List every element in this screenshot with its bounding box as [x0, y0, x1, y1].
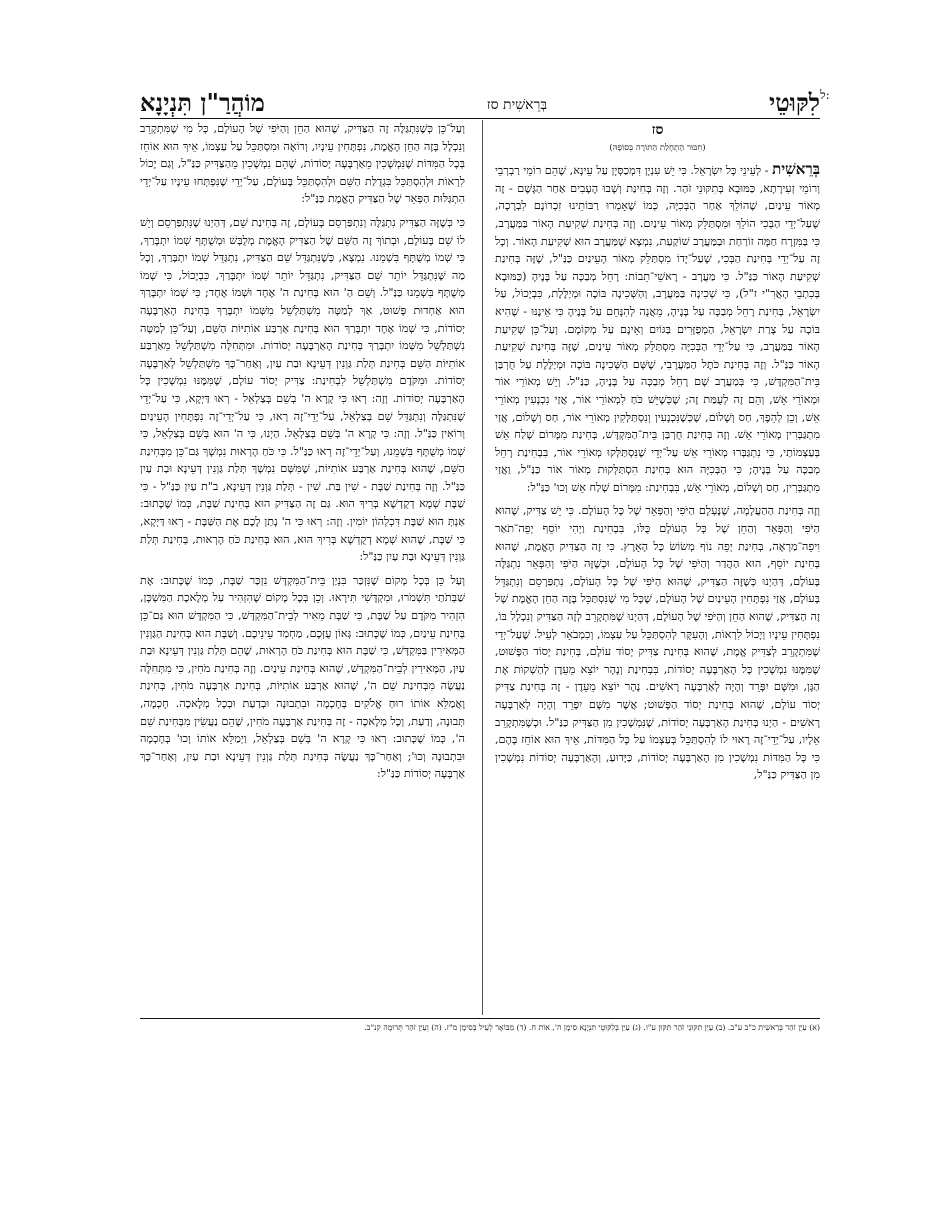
siman-number: סז: [651, 122, 664, 138]
paragraph-text: - לְעֵינֵי כָּל יִשְׂרָאֵל. כִּי יֵשׁ עִנְיָן דִּמְכַסְּיָן עַל עֵינָא, שֶׁהֵם רוֹמֵי רַבְרְבֵי וְרוֹמֵי זְעִירָתָא, כַּמּוּבָא בְּתִקּוּנֵי זֹהַר. וְזֶה בְּחִינַת וְשָׁבוּ הֶעָבִים אַחַר הַגָּשֶׁם - זֶה מְאוֹר עֵינַיִם, שֶׁהוֹלֵךְ אַחַר הַבְּכִיָּה, כְּמוֹ שֶׁאָמְרוּ רַבּוֹתֵינוּ זִכְרוֹנָם לִבְרָכָה, שֶׁעַל־יְדֵי הַבְּכִי הוֹלֵךְ וּמִסְתַּלֵּק מְאוֹר עֵינַיִם. וְזֶה בְּחִינַת שְׁקִיעַת הָאוֹר בַּמַּעֲרָב, כִּי בַּמִּזְרָח חַמָּה זוֹרַחַת וּבַמַּעֲרָב שׁוֹקַעַת, נִמְצָא שֶׁמַּעֲרָב הוּא שְׁקִיעַת הָאוֹר. וְכָל זֶה עַל־יְדֵי בְּחִינַת הַבְּכִי, שֶׁעַל־יָדוֹ מִסְתַּלֵּק מְאוֹר הָעֵינַיִם כַּנַּ"ל, שֶׁזֶּה בְּחִינַת שְׁקִיעַת הָאוֹר כַּנַּ"ל. כִּי מַעֲרָב - רָאשֵׁי־תֵבוֹת: רָחֵל מְבַכָּה עַל בָּנֶיהָ (כַּמּוּבָא בְּכִתְבֵי הָאֲרִ"י ז"ל), כִּי שְׁכִינָה בַּמַּעֲרָב, וְהַשְּׁכִינָה בּוֹכָה וּמְיַלֶּלֶת, כִּבְיָכוֹל, עַל יִשְׂרָאֵל, בְּחִינַת רָחֵל מְבַכָּה עַל בָּנֶיהָ, מֵאֲנָה לְהִנָּחֵם עַל בָּנֶיהָ כִּי אֵינֶנּוּ - שֶׁהִיא בּוֹכָה עַל צָרַת יִשְׂרָאֵל, הַמְפֻזָּרִים בַּגּוֹיִם וְאֵינָם עַל מְקוֹמָם. וְעַל־כֵּן שְׁקִיעַת הָאוֹר בַּמַּעֲרָב, כִּי עַל־יְדֵי הַבְּכִיָּה מִסְתַּלֵּק מְאוֹר עֵינַיִם, שֶׁזֶּה בְּחִינַת שְׁקִיעַת הָאוֹר כַּנַּ"ל. וְזֶה בְּחִינַת כֹּתֶל הַמַּעֲרָבִי, שֶׁשָּׁם הַשְּׁכִינָה בּוֹכָה וּמְיַלֶּלֶת עַל חֻרְבַּן בֵּית־הַמִּקְדָּשׁ, כִּי בְּמַעֲרָב שָׁם רָחֵל מְבַכָּה עַל בָּנֶיהָ, כַּנַּ"ל. וְיֵשׁ מְאוֹרֵי אוֹר וּמְאוֹרֵי אֵשׁ, וְהֵם זֶה לְעֻמַּת זֶה; שֶׁכְּשֶׁיֵּשׁ כֹּחַ לִמְאוֹרֵי אוֹר, אֲזַי נִכְנָעִין מְאוֹרֵי אֵשׁ, וְכֵן לְהֵפֶךְ, חַס וְשָׁלוֹם, שֶׁכְּשֶׁנִּכְנָעִין וְנִסְתַּלְּקִין מְאוֹרֵי אוֹר, חַס וְשָׁלוֹם, אֲזַי מִתְגַּבְּרִין מְאוֹרֵי אֵשׁ. וְזֶה בְּחִינַת חֻרְבַּן בֵּית־הַמִּקְדָּשׁ, בְּחִינַת מִמָּרוֹם שָׁלַח אֵשׁ בְּעַצְמוֹתַי, כִּי נִתְגַּבְּרוּ מְאוֹרֵי אֵשׁ עַל־יְדֵי שֶׁנִּסְתַּלְּקוּ מְאוֹרֵי אוֹר, בִּבְחִינַת רָחֵל מְבַכָּה עַל בָּנֶיהָ; כִּי הַבְּכִיָּה הוּא בְּחִינַת הִסְתַּלְּקוּת מְאוֹר אוֹר כַּנַּ"ל, וַאֲזַי מִתְגַּבְּרִין, חַס וְשָׁלוֹם, מְאוֹרֵי אֵשׁ, בִּבְחִינַת: מִמָּרוֹם שָׁלַח אֵשׁ וְכוּ' כַּנַּ"ל:: [495, 164, 820, 494]
folio-number: ל:: [820, 88, 830, 102]
book-title-left: מוֹהֲרַ"ן תִּנְיָנָא: [140, 88, 265, 117]
paragraph: וְעַל כֵּן בְּכָל מָקוֹם שֶׁנִּזְכַּר בִּנְיַן בֵּית־הַמִּקְדָּשׁ נִזְכַּר שַׁבָּת, כְּמוֹ שֶׁכָּתוּב: אֶת שַׁבְּתֹתַי תִּשְׁמֹרוּ, וּמִקְדָּשִׁי תִּירָאוּ. וְכֵן בְּכָל מָקוֹם שֶׁהִזְהִיר עַל מְלֶאכֶת הַמִּשְׁכָּן, הִזְהִיר מִקֹּדֶם עַל שַׁבָּת, כִּי שַׁבָּת מֵאִיר לְבֵית־הַמִּקְדָּשׁ, כִּי הַמִּקְדָּשׁ הוּא גַּם־כֵּן בְּחִינַת עֵינַיִם, כְּמוֹ שֶׁכָּתוּב: גְּאוֹן עֻזְּכֶם, מַחְמַד עֵינֵיכֶם. וְשַׁבָּת הוּא בְּחִינַת הַגַּוְנִין הַמְּאִירִין בַּמִּקְדָּשׁ, כִּי שַׁבָּת הוּא בְּחִינַת כֹּחַ הָרְאוּת, שֶׁהֵם תְּלַת גַּוְנִין דְּעֵינָא וּבַת עַיִן, הַמְּאִירִין לְבֵית־הַמִּקְדָּשׁ, שֶׁהוּא בְּחִינַת עֵינַיִם. וְזֶה בְּחִינַת מֹחִין, כִּי מִתְּחִלָּה נַעֲשֶׂה מִבְּחִינַת שֵׁם ה', שֶׁהוּא אַרְבַּע אוֹתִיּוֹת, בְּחִינַת אַרְבָּעָה מֹחִין, בְּחִינַת וָאֲמַלֵּא אוֹתוֹ רוּחַ אֱלֹקִים בְּחָכְמָה וּבִתְבוּנָה וּבְדַעַת וּבְכָל מְלָאכָה. חָכְמָה, תְּבוּנָה, וְדַעַת, וְכָל מְלָאכָה - זֶה בְּחִינַת אַרְבָּעָה מֹחִין, שֶׁהֵם נַעֲשִׂין מִבְּחִינַת שֵׁם ה', כְּמוֹ שֶׁכָּתוּב: רְאוּ כִּי קָרָא ה' בְּשֵׁם בְּצַלְאֵל, וַיְמַלֵּא אוֹתוֹ וְכוּ' בְּחָכְמָה וּבִתְבוּנָה וְכוּ'; וְאַחַר־כָּךְ נַעֲשֶׂה בְּחִינַת תְּלַת גַּוְנִין דְּעֵינָא וּבַת עַיִן, וְאַחַר־כָּךְ אַרְבָּעָה יְסוֹדוֹת כַּנַּ"ל:: [140, 573, 465, 781]
footnote-rule: [140, 1018, 820, 1019]
paragraph: וְזֶה בְּחִינַת הַהַעֲלָמָה, שֶׁנֶּעְלָם הַיֹּפִי וְהַפְּאֵר שֶׁל כָּל הָעוֹלָם. כִּי יֵשׁ צַדִּיק, שֶׁהוּא הַיֹּפִי וְהַפְּאֵר וְהַחֵן שֶׁל כָּל הָעוֹלָם כֻּלּוֹ, בִּבְחִינַת וַיְהִי יוֹסֵף יְפֵה־תֹאַר וִיפֵה־מַרְאֶה, בְּחִינַת יְפֵה נוֹף מְשׂוֹשׂ כָּל הָאָרֶץ. כִּי זֶה הַצַּדִּיק הָאֱמֶת, שֶׁהוּא בְּחִינַת יוֹסֵף, הוּא הַהֲדַר וְהַיֹּפִי שֶׁל כָּל הָעוֹלָם, וּכְשֶׁזֶּה הַיֹּפִי וְהַפְּאֵר נִתְגַּלֶּה בָּעוֹלָם, דְּהַיְנוּ כְּשֶׁזֶּה הַצַּדִּיק, שֶׁהוּא הַיֹּפִי שֶׁל כָּל הָעוֹלָם, נִתְפַּרְסֵם וְנִתְגַּדֵּל בָּעוֹלָם, אֲזַי נִפְתָּחִין הָעֵינַיִם שֶׁל הָעוֹלָם, שֶׁכָּל מִי שֶׁנִּסְתַּכֵּל בָּזֶה הַחֵן הָאֱמֶת שֶׁל זֶה הַצַּדִּיק, שֶׁהוּא הַחֵן וְהַיֹּפִי שֶׁל הָעוֹלָם, דְּהַיְנוּ שֶׁמִּתְקָרֵב לְזֶה הַצַּדִּיק וְנִכְלָל בּוֹ, נִפְתָּחִין עֵינָיו וְיָכוֹל לִרְאוֹת, וְהָעִקָּר לְהִסְתַּכֵּל עַל עַצְמוֹ, וְכִמְבֹאָר לְעֵיל. שֶׁעַל־יְדֵי שֶׁמִּתְקָרֵב לְצַדִּיק אֱמֶת, שֶׁהוּא בְּחִינַת צַדִּיק יְסוֹד עוֹלָם, בְּחִינַת יְסוֹד הַפָּשׁוּט, שֶׁמִּמֶּנּוּ נִמְשָׁכִין כָּל הָאַרְבָּעָה יְסוֹדוֹת, בִּבְחִינַת וְנָהָר יוֹצֵא מֵעֵדֶן לְהַשְׁקוֹת אֶת הַגָּן, וּמִשָּׁם יִפָּרֵד וְהָיָה לְאַרְבָּעָה רָאשִׁים. נָהָר יוֹצֵא מֵעֵדֶן - זֶה בְּחִינַת צַדִּיק יְסוֹד עוֹלָם, שֶׁהוּא בְּחִינַת יְסוֹד הַפָּשׁוּט; אֲשֶׁר מִשָּׁם יִפָּרֵד וְהָיָה לְאַרְבָּעָה רָאשִׁים - הַיְנוּ בְּחִינַת הָאַרְבָּעָה יְסוֹדוֹת, שֶׁנִּמְשָׁכִין מִן הַצַּדִּיק כַּנַּ"ל. וּכְשֶׁמִּתְקָרֵב אֵלָיו, עַל־יְדֵי־זֶה רָאוּי לוֹ לְהִסְתַּכֵּל בְּעַצְמוֹ עַל כָּל הַמִּדּוֹת, אֵיךְ הוּא אוֹחֵז בָּהֶם, כִּי כָּל הַמִּדּוֹת נִמְשָׁכִין מִן הָאַרְבָּעָה יְסוֹדוֹת, כַּיָּדוּעַ, וְהָאַרְבָּעָה יְסוֹדוֹת נִמְשָׁכִין מִן הַצַּדִּיק כַּנַּ"ל,: [495, 504, 820, 782]
header-rule: [140, 118, 820, 119]
paragraph: כִּי כְּשֶׁזֶּה הַצַּדִּיק נִתְגַּלֶּה וְנִתְפַּרְסֵם בָּעוֹלָם, זֶה בְּחִינַת שֵׁם, דְּהַיְנוּ שֶׁנִּתְפַּרְסֵם וְיֵשׁ לוֹ שֵׁם בָּעוֹלָם, וּבְתוֹךְ זֶה הַשֵּׁם שֶׁל הַצַּדִּיק הָאֱמֶת מְלֻבָּשׁ וּמְשֻׁתָּף שְׁמוֹ יִתְבָּרַךְ, כִּי שְׁמוֹ מְשֻׁתָּף בִּשְׁמֵנוּ. נִמְצָא, כְּשֶׁנִּתְגַּדֵּל שֵׁם הַצַּדִּיק, נִתְגַּדֵּל שְׁמוֹ יִתְבָּרַךְ, וְכָל מַה שֶּׁנִּתְגַּדֵּל יוֹתֵר שֵׁם הַצַּדִּיק, נִתְגַּדֵּל יוֹתֵר שְׁמוֹ יִתְבָּרַךְ, כִּבְיָכוֹל, כִּי שְׁמוֹ מְשֻׁתָּף בִּשְׁמֵנוּ כַּנַּ"ל. וְשֵׁם הַ' הוּא בְּחִינַת ה' אֶחָד וּשְׁמוֹ אֶחָד; כִּי שְׁמוֹ יִתְבָּרַךְ הוּא אַחְדוּת פָּשׁוּט, אַךְ לְמַטָּה מִשְׁתַּלְשֵׁל מִשְּׁמוֹ יִתְבָּרַךְ בְּחִינַת הָאַרְבָּעָה יְסוֹדוֹת, כִּי שְׁמוֹ אֶחָד יִתְבָּרַךְ הוּא בְּחִינַת אַרְבַּע אוֹתִיּוֹת הַשֵּׁם, וְעַל־כֵּן לְמַטָּה נִשְׁתַּלְשֵׁל מִשְּׁמוֹ יִתְבָּרַךְ בְּחִינַת הָאַרְבָּעָה יְסוֹדוֹת. וּמִתְּחִלָּה מִשְׁתַּלְשֵׁל מֵאַרְבַּע אוֹתִיּוֹת הַשֵּׁם בְּחִינַת תְּלַת גַּוְנִין דְּעֵינָא וּבַת עַיִן, וְאַחַר־כָּךְ מִשְׁתַּלְשֵׁל לְאַרְבָּעָה יְסוֹדוֹת. וּמִקֹּדֶם מִשְׁתַּלְשֵׁל לִבְחִינַת: צַדִּיק יְסוֹד עוֹלָם, שֶׁמִּמֶּנּוּ נִמְשָׁכִין כָּל הָאַרְבָּעָה יְסוֹדוֹת. וְזֶה: רְאוּ כִּי קָרָא ה' בְשֵׁם בְּצַלְאֵל - רְאוּ דַּיְקָא, כִּי עַל־יְדֵי שֶׁנִּתְגַּלָּה וְנִתְגַּדֵּל שֵׁם בְּצַלְאֵל, עַל־יְדֵי־זֶה רְאוּ, כִּי עַל־יְדֵי־זֶה נִפְתָּחִין הָעֵינַיִם וְרוֹאִין כַּנַּ"ל. וְזֶה: כִּי קָרָא ה' בְּשֵׁם בְּצַלְאֵל. הַיְנוּ, כִּי ה' הוּא בְּשֵׁם בְּצַלְאֵל, כִּי שְׁמוֹ מְשֻׁתָּף בִּשְׁמֵנוּ, וְעַל־יְדֵי־זֶה רְאוּ כַּנַּ"ל. כִּי כֹּחַ הָרְאוּת נִמְשָׁךְ גַּם־כֵּן מִבְּחִינַת הַשֵּׁם, שֶׁהוּא בְּחִינַת אַרְבַּע אוֹתִיּוֹת, שֶׁמִּשָּׁם נִמְשָׁךְ תְּלַת גַּוְנִין דְּעֵינָא וּבַת עַיִן כַּנַּ"ל. וְזֶה בְּחִינַת שַׁבָּת - שִׁין בַּת. שִׁין - תְּלַת גַּוְנִין דְּעֵינָא, ב"ת עַיִן כַּנַּ"ל - כִּי שַׁבָּת שְׁמָא דְקֻדְשָׁא בְּרִיךְ הוּא. גַּם זֶה הַצַּדִּיק הוּא בְּחִינַת שַׁבָּת, כְּמוֹ שֶׁכָּתוּב: אַנְתְּ הוּא שַׁבָּת דִּכְלְהוֹן יוֹמִין. וְזֶה: רְאוּ כִּי ה' נָתַן לָכֶם אֶת הַשַּׁבָּת - רְאוּ דַּיְקָא, כִּי שַׁבָּת, שֶׁהוּא שְׁמָא דְקֻדְשָׁא בְּרִיךְ הוּא, הוּא בְּחִינַת כֹּחַ הָרְאוּת, בְּחִינַת תְּלַת גַּוְנִין דְּעֵינָא וּבַת עַיִן כַּנַּ"ל:: [140, 215, 465, 564]
running-header: [140, 78, 820, 118]
parasha-label: בְּרֵאשִׁית סז: [486, 97, 548, 113]
right-column: [495, 120, 820, 1015]
column-divider: [482, 120, 483, 1015]
left-column: [140, 120, 465, 781]
book-title-right: לִקּוּטֵי: [769, 88, 820, 117]
paragraph: וְעַל־כֵּן כְּשֶׁנִּתְגַּלֶּה זֶה הַצַּדִּיק, שֶׁהוּא הַחֵן וְהַיֹּפִי שֶׁל הָעוֹלָם, כָּל מִי שֶׁמִּתְקָרֵב וְנִכְלָל בָּזֶה הַחֵן הָאֱמֶת, נִפְתָּחִין עֵינָיו, וְרוֹאֶה וּמִסְתַּכֵּל עַל עַצְמוֹ, אֵיךְ הוּא אוֹחֵז בְּכָל הַמִּדּוֹת שֶׁנִּמְשָׁכִין מֵאַרְבָּעָה יְסוֹדוֹת, שֶׁהֵם נִמְשָׁכִין מֵהַצַּדִּיק כַּנַּ"ל, וְגַם יָכוֹל לִרְאוֹת וּלְהִסְתַּכֵּל בִּגְדֻלַּת הַשֵּׁם וּלְהִסְתַּכֵּל בָּעוֹלָם, עַל־יְדֵי שֶׁנִּפְתְּחוּ עֵינָיו עַל־יְדֵי הִתְגַּלּוּת הַפְּאֵר שֶׁל הַצַּדִּיק הָאֱמֶת כַּנַּ"ל:: [140, 122, 465, 206]
footnotes: (א) עַיֵּן זֹהַר בְּרֵאשִׁית כ"ב ע"ב. (ב) עַיֵּן תִּקּוּנֵי זֹהַר תִּקּוּן ע"ו. (ג) עַיֵּן בְּלִקּוּטֵי תִּנְיָנָא סִימָן ה', אוֹת ח. (ד) מִבּוֹאָר לְעֵיל בְּסִימָן מ"ז. (ה) וְעַיֵּן זֹהַר תְּרוּמָה קנ"ב.: [364, 1023, 820, 1032]
paragraph: [495, 161, 820, 496]
opening-word: בְּרֵאשִׁית: [772, 160, 820, 179]
siman-note: (חִבּוּר הַתְחָלַת הַתּוֹרָה בְּסוֹפָהּ): [609, 142, 706, 153]
